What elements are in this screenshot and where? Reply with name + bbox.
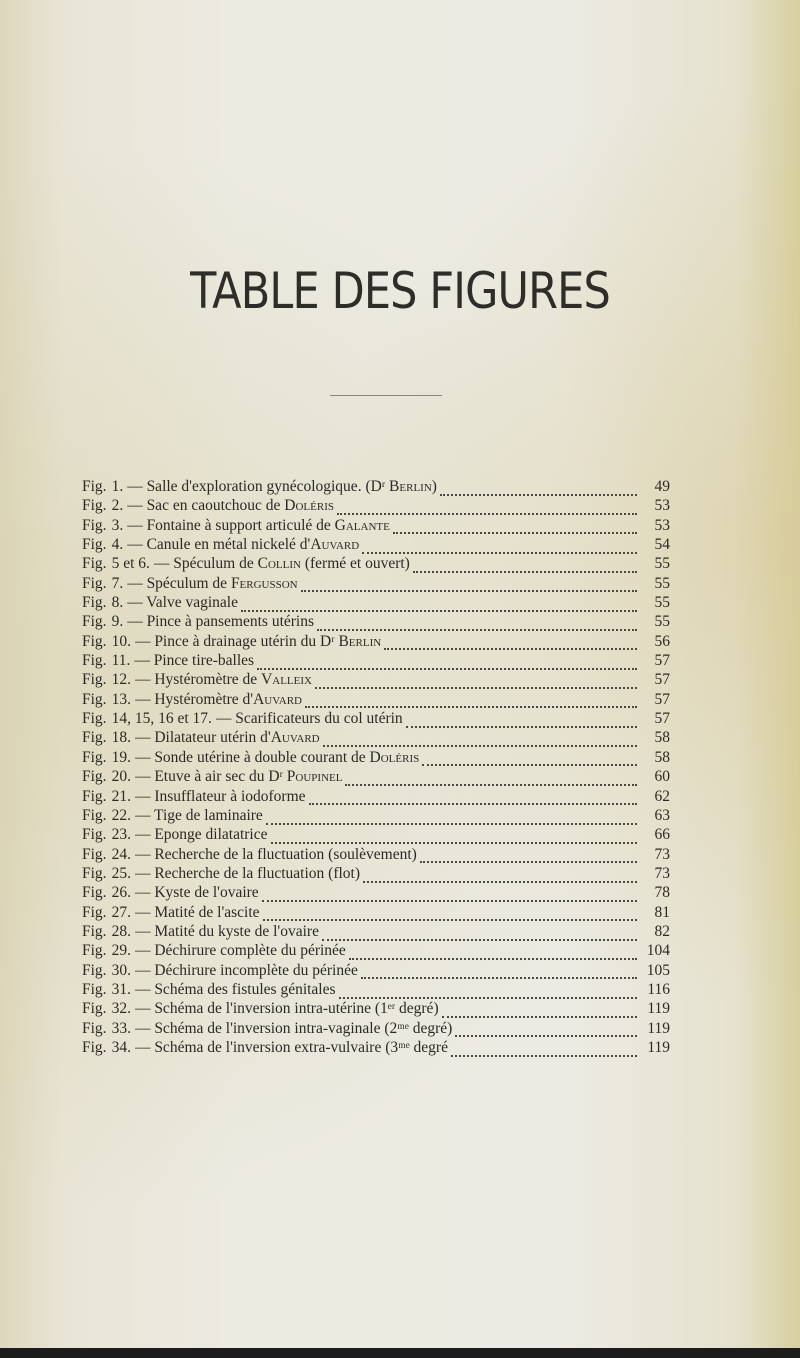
figure-text: — Pince à drainage utérin du Dʳ [134, 632, 339, 650]
figure-text: — Schéma de l'inversion intra-utérine (1ᵉʳ degré) [134, 1000, 439, 1018]
figure-text: — Canule en métal nickelé d' [127, 536, 311, 554]
figure-text: — Etuve à air sec du Dʳ [134, 768, 287, 786]
page-number: 57 [654, 671, 670, 689]
dot-leader [315, 675, 637, 689]
figure-number: 30. [111, 961, 131, 979]
figure-entry [82, 825, 670, 844]
figure-description [154, 554, 410, 573]
title-divider [330, 395, 442, 396]
figure-label: Fig. [82, 497, 107, 515]
figure-text: — Insufflateur à iodoforme [134, 787, 306, 805]
figure-description [135, 941, 346, 960]
page-number: 57 [654, 710, 670, 728]
dot-leader [266, 811, 637, 825]
dot-leader [455, 1023, 637, 1037]
dot-leader [262, 888, 637, 902]
figure-author-name: Auvard [310, 536, 360, 554]
figure-number: 25. [111, 864, 131, 882]
dot-leader [345, 772, 637, 786]
figure-author-name: Berlin [338, 632, 382, 650]
figure-description [135, 903, 260, 922]
figure-entry [82, 922, 670, 941]
dot-leader [440, 482, 637, 496]
page-number: 119 [647, 1000, 670, 1018]
page-number: 54 [654, 536, 670, 554]
figure-entry [82, 1038, 670, 1057]
figure-label: Fig. [82, 845, 107, 863]
figure-author-name: Poupinel [286, 768, 343, 786]
figure-label: Fig. [82, 632, 107, 650]
figure-label: Fig. [82, 671, 107, 689]
page-number: 55 [654, 555, 670, 573]
figure-entry [82, 941, 670, 960]
figure-author-name: Auvard [270, 729, 320, 747]
figure-number: 18. [111, 729, 131, 747]
figure-text: — Fontaine à support articulé de [127, 516, 335, 534]
figure-entry [82, 999, 670, 1018]
figure-label: Fig. [82, 594, 107, 612]
figure-number: 33. [111, 1019, 131, 1037]
figure-label: Fig. [82, 980, 107, 998]
figure-description [135, 883, 259, 902]
dot-leader [442, 1004, 637, 1018]
figure-description [135, 787, 306, 806]
figure-description [135, 728, 320, 747]
figure-entry [82, 787, 670, 806]
figure-label: Fig. [82, 1000, 107, 1018]
figure-number: 23. [111, 826, 131, 844]
figure-text-suffix: (fermé et ouvert) [300, 555, 410, 573]
dot-leader [257, 656, 637, 670]
figure-number: 9. [111, 613, 124, 631]
figure-description [127, 496, 334, 515]
figure-entry [82, 903, 670, 922]
figure-entry [82, 748, 670, 767]
figure-text: — Déchirure complète du périnée [134, 942, 346, 960]
figure-label: Fig. [82, 787, 107, 805]
dot-leader [393, 520, 637, 534]
figure-number: 28. [111, 922, 131, 940]
figure-entry [82, 535, 670, 554]
page-number: 56 [654, 632, 670, 650]
figure-description [127, 477, 437, 496]
figure-description [134, 651, 254, 670]
figure-label: Fig. [82, 536, 107, 554]
dot-leader [384, 636, 637, 650]
dot-leader [337, 501, 637, 515]
figure-description [135, 961, 358, 980]
figure-label: Fig. [82, 748, 107, 766]
figure-number: 22. [111, 806, 131, 824]
figure-entry [82, 864, 670, 883]
dot-leader [263, 907, 637, 921]
figure-label: Fig. [82, 864, 107, 882]
figure-number: 29. [111, 942, 131, 960]
figure-description [216, 709, 403, 728]
figure-list [82, 477, 670, 1057]
figure-entry [82, 612, 670, 631]
page-number: 78 [654, 884, 670, 902]
figure-text: — Valve vaginale [127, 594, 238, 612]
figure-text: — Pince tire-balles [134, 652, 255, 670]
dot-leader [413, 559, 637, 573]
figure-number: 32. [111, 1000, 131, 1018]
dot-leader [349, 946, 637, 960]
figure-text: — Tige de laminaire [134, 806, 263, 824]
dot-leader [241, 598, 637, 612]
figure-number: 4. [111, 536, 124, 554]
figure-number: 8. [111, 594, 124, 612]
figure-text: — Schéma des fistules génitales [134, 980, 336, 998]
page-number: 73 [654, 864, 670, 882]
figure-number: 12. [111, 671, 131, 689]
figure-number: 19. [111, 748, 131, 766]
page-number: 57 [654, 690, 670, 708]
page-number: 58 [654, 729, 670, 747]
figure-description [135, 825, 268, 844]
figure-number: 21. [111, 787, 131, 805]
page-number: 104 [646, 942, 670, 960]
page-number: 116 [647, 980, 670, 998]
figure-label: Fig. [82, 884, 107, 902]
figure-description [127, 612, 314, 631]
figure-number: 5 et 6. [111, 555, 150, 573]
figure-label: Fig. [82, 942, 107, 960]
figure-text: — Recherche de la fluctuation (soulèvement) [134, 845, 417, 863]
figure-label: Fig. [82, 903, 107, 921]
figure-entry [82, 1019, 670, 1038]
dot-leader [422, 752, 637, 766]
figure-text: — Dilatateur utérin d' [134, 729, 271, 747]
dot-leader [451, 1043, 637, 1057]
figure-label: Fig. [82, 961, 107, 979]
figure-author-name: Valleix [261, 671, 312, 689]
figure-number: 2. [111, 497, 124, 515]
dot-leader [323, 733, 637, 747]
figure-label: Fig. [82, 922, 107, 940]
page-number: 55 [654, 574, 670, 592]
figure-entry [82, 651, 670, 670]
figure-number: 27. [111, 903, 131, 921]
page-number: 58 [654, 748, 670, 766]
page-number: 63 [654, 806, 670, 824]
figure-author-name: Auvard [253, 690, 302, 708]
page-number: 119 [647, 1019, 670, 1037]
figure-description [135, 806, 263, 825]
figure-text: — Kyste de l'ovaire [134, 884, 259, 902]
figure-text: — Spéculum de [153, 555, 258, 573]
figure-number: 14, 15, 16 et 17. [111, 710, 212, 728]
dot-leader [339, 985, 637, 999]
figure-description [127, 574, 297, 593]
figure-description [135, 748, 419, 767]
figure-text: — Hystéromètre d' [134, 690, 254, 708]
figure-text: — Spéculum de [127, 574, 231, 592]
page-number: 55 [654, 594, 670, 612]
page-number: 81 [654, 903, 670, 921]
figure-label: Fig. [82, 516, 107, 534]
dot-leader [363, 869, 637, 883]
figure-description [135, 670, 312, 689]
figure-label: Fig. [82, 729, 107, 747]
figure-entry [82, 709, 670, 728]
figure-number: 26. [111, 884, 131, 902]
figure-author-name: Berlin [389, 478, 432, 495]
page-number: 49 [654, 478, 670, 495]
dot-leader [406, 714, 637, 728]
dot-leader [317, 617, 637, 631]
figure-text-suffix: ) [431, 478, 437, 495]
page-number: 62 [654, 787, 670, 805]
figure-number: 1. [111, 478, 124, 495]
figure-entry [82, 593, 670, 612]
figure-text: — Hystéromètre de [134, 671, 262, 689]
figure-author-name: Galante [334, 516, 390, 534]
figure-text: — Matité du kyste de l'ovaire [134, 922, 319, 940]
page-title: TABLE DES FIGURES [190, 262, 610, 320]
dot-leader [362, 540, 637, 554]
figure-author-name: Doléris [284, 497, 334, 515]
page-number: 57 [654, 652, 670, 670]
figure-text: — Eponge dilatatrice [134, 826, 268, 844]
figure-number: 24. [111, 845, 131, 863]
figure-number: 13. [111, 690, 131, 708]
figure-entry [82, 767, 670, 786]
figure-number: 11. [111, 652, 131, 670]
figure-label: Fig. [82, 574, 107, 592]
figure-text: — Sac en caoutchouc de [127, 497, 285, 515]
figure-text: — Schéma de l'inversion extra-vulvaire (3ᵐᵉ degré [134, 1038, 448, 1056]
figure-entry [82, 690, 670, 709]
figure-label: Fig. [82, 1019, 107, 1037]
dot-leader [420, 849, 637, 863]
figure-text: — Scarificateurs du col utérin [215, 710, 403, 728]
page-number: 55 [654, 613, 670, 631]
figure-entry [82, 574, 670, 593]
figure-description [127, 535, 359, 554]
dot-leader [361, 965, 637, 979]
page-number: 60 [654, 768, 670, 786]
figure-entry [82, 632, 670, 651]
dot-leader [322, 927, 637, 941]
figure-label: Fig. [82, 652, 107, 670]
figure-label: Fig. [82, 710, 107, 728]
figure-entry [82, 806, 670, 825]
dot-leader [309, 791, 637, 805]
figure-description [135, 1038, 448, 1057]
figure-description [135, 980, 336, 999]
figure-description [135, 999, 439, 1018]
figure-label: Fig. [82, 478, 107, 495]
page-number: 119 [647, 1038, 670, 1056]
figure-label: Fig. [82, 555, 107, 573]
figure-number: 10. [111, 632, 131, 650]
figure-text: — Matité de l'ascite [134, 903, 260, 921]
figure-author-name: Fergusson [230, 574, 298, 592]
figure-label: Fig. [82, 690, 107, 708]
figure-author-name: Doléris [369, 748, 420, 766]
page-number: 73 [654, 845, 670, 863]
figure-text: — Sonde utérine à double courant de [134, 748, 370, 766]
figure-entry [82, 477, 670, 496]
figure-entry [82, 845, 670, 864]
page-number: 82 [654, 922, 670, 940]
figure-entry [82, 496, 670, 515]
page-number: 53 [654, 497, 670, 515]
figure-number: 20. [111, 768, 131, 786]
figure-description [135, 845, 417, 864]
figure-label: Fig. [82, 826, 107, 844]
figure-description [135, 1019, 452, 1038]
figure-label: Fig. [82, 613, 107, 631]
page-bottom-edge [0, 1348, 800, 1358]
page-number: 105 [646, 961, 670, 979]
figure-text: — Recherche de la fluctuation (flot) [134, 864, 361, 882]
page-number: 53 [654, 516, 670, 534]
figure-description [135, 922, 319, 941]
figure-text: — Pince à pansements utérins [127, 613, 315, 631]
figure-entry [82, 961, 670, 980]
figure-entry [82, 670, 670, 689]
figure-description [127, 593, 238, 612]
figure-author-name: Collin [257, 555, 301, 573]
figure-label: Fig. [82, 768, 107, 786]
figure-text: — Salle d'exploration gynécologique. (Dʳ [127, 478, 390, 495]
figure-text: — Schéma de l'inversion intra-vaginale (2ᵐᵉ degré) [134, 1019, 453, 1037]
figure-entry [82, 728, 670, 747]
figure-entry [82, 883, 670, 902]
figure-description [135, 690, 302, 709]
figure-text: — Déchirure incomplète du périnée [134, 961, 358, 979]
page-number: 66 [654, 826, 670, 844]
dot-leader [305, 694, 637, 708]
dot-leader [301, 578, 637, 592]
figure-description [135, 864, 360, 883]
figure-entry [82, 516, 670, 535]
figure-label: Fig. [82, 806, 107, 824]
figure-entry [82, 980, 670, 999]
figure-description [135, 767, 343, 786]
dot-leader [271, 830, 638, 844]
figure-number: 7. [111, 574, 124, 592]
figure-number: 3. [111, 516, 124, 534]
figure-entry [82, 554, 670, 573]
figure-description [135, 632, 381, 651]
figure-label: Fig. [82, 1038, 107, 1056]
figure-description [127, 516, 390, 535]
figure-number: 31. [111, 980, 131, 998]
figure-number: 34. [111, 1038, 131, 1056]
